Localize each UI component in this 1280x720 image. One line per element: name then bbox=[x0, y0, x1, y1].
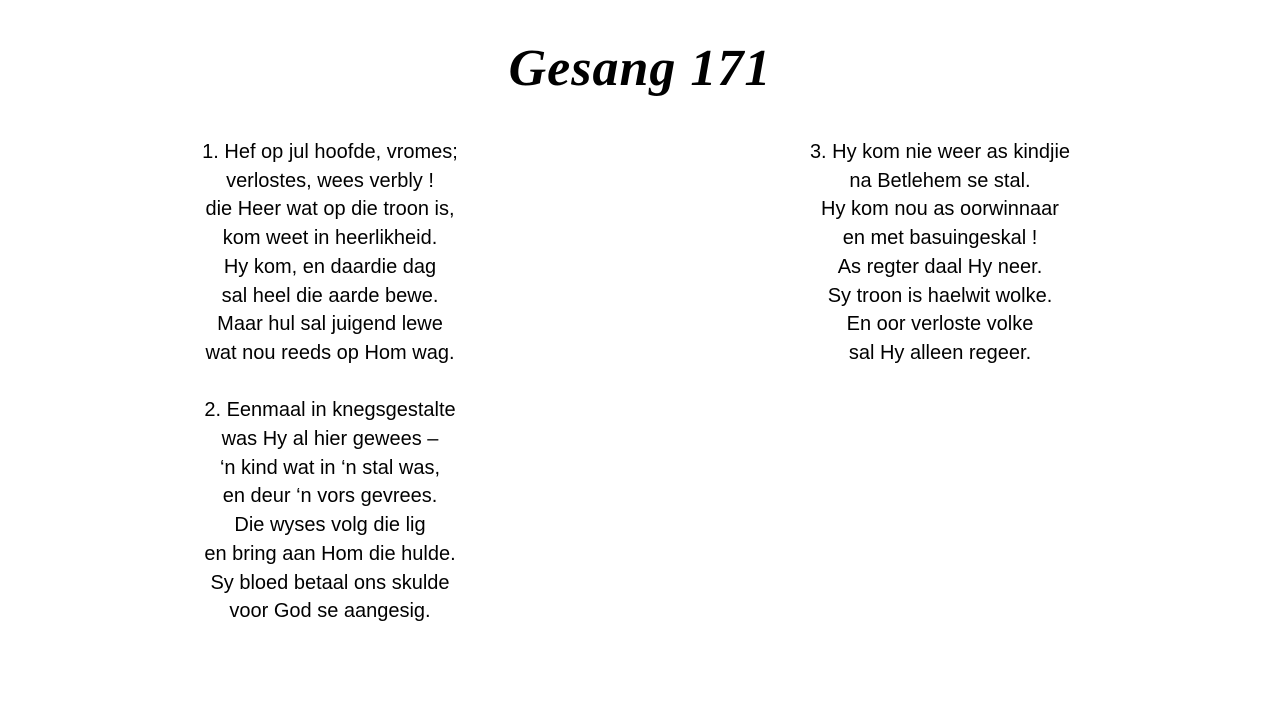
left-column bbox=[150, 138, 510, 626]
stanza-line: En oor verloste volke bbox=[846, 313, 1034, 336]
stanza-line: was Hy al hier gewees – bbox=[221, 428, 439, 451]
stanza-line: 3. Hy kom nie weer as kindjie bbox=[809, 141, 1071, 163]
stanza-line: As regter daal Hy neer. bbox=[837, 255, 1043, 278]
stanza-line: sal Hy alleen regeer. bbox=[848, 341, 1032, 364]
stanza-line: sal heel die aarde bewe. bbox=[221, 284, 439, 307]
stanza-3 bbox=[740, 138, 1140, 368]
stanza-line: wat nou reeds op Hom wag. bbox=[205, 341, 455, 364]
stanza-line: voor God se aangesig. bbox=[229, 600, 431, 623]
stanza-line: ‘n kind wat in ‘n stal was, bbox=[219, 456, 441, 479]
stanza-1 bbox=[150, 138, 510, 368]
stanza-2 bbox=[150, 396, 510, 626]
stanza-line: Hy kom nou as oorwinnaar bbox=[821, 198, 1059, 221]
stanza-line: verlostes, wees verbly ! bbox=[226, 169, 434, 192]
stanza-line: Die wyses volg die lig bbox=[234, 514, 426, 537]
stanza-line: 2. Eenmaal in knegsgestalte bbox=[204, 399, 456, 422]
stanza-line: Sy bloed betaal ons skulde bbox=[210, 571, 450, 594]
stanza-line: en bring aan Hom die hulde. bbox=[204, 542, 456, 565]
stanza-line: na Betlehem se stal. bbox=[849, 169, 1031, 192]
stanza-line: kom weet in heerlikheid. bbox=[222, 227, 438, 250]
page-title: Gesang 171 bbox=[508, 40, 772, 97]
stanza-line: Hy kom, en daardie dag bbox=[223, 255, 437, 278]
stanza-line: Maar hul sal juigend lewe bbox=[217, 313, 443, 336]
stanza-line: 1. Hef op jul hoofde, vromes; bbox=[202, 141, 458, 163]
stanza-line: en deur ‘n vors gevrees. bbox=[222, 485, 438, 508]
stanza-line: die Heer wat op die troon is, bbox=[205, 198, 455, 221]
right-column bbox=[740, 138, 1140, 368]
stanza-line: Sy troon is haelwit wolke. bbox=[827, 284, 1053, 307]
stanza-line: en met basuingeskal ! bbox=[842, 227, 1038, 250]
